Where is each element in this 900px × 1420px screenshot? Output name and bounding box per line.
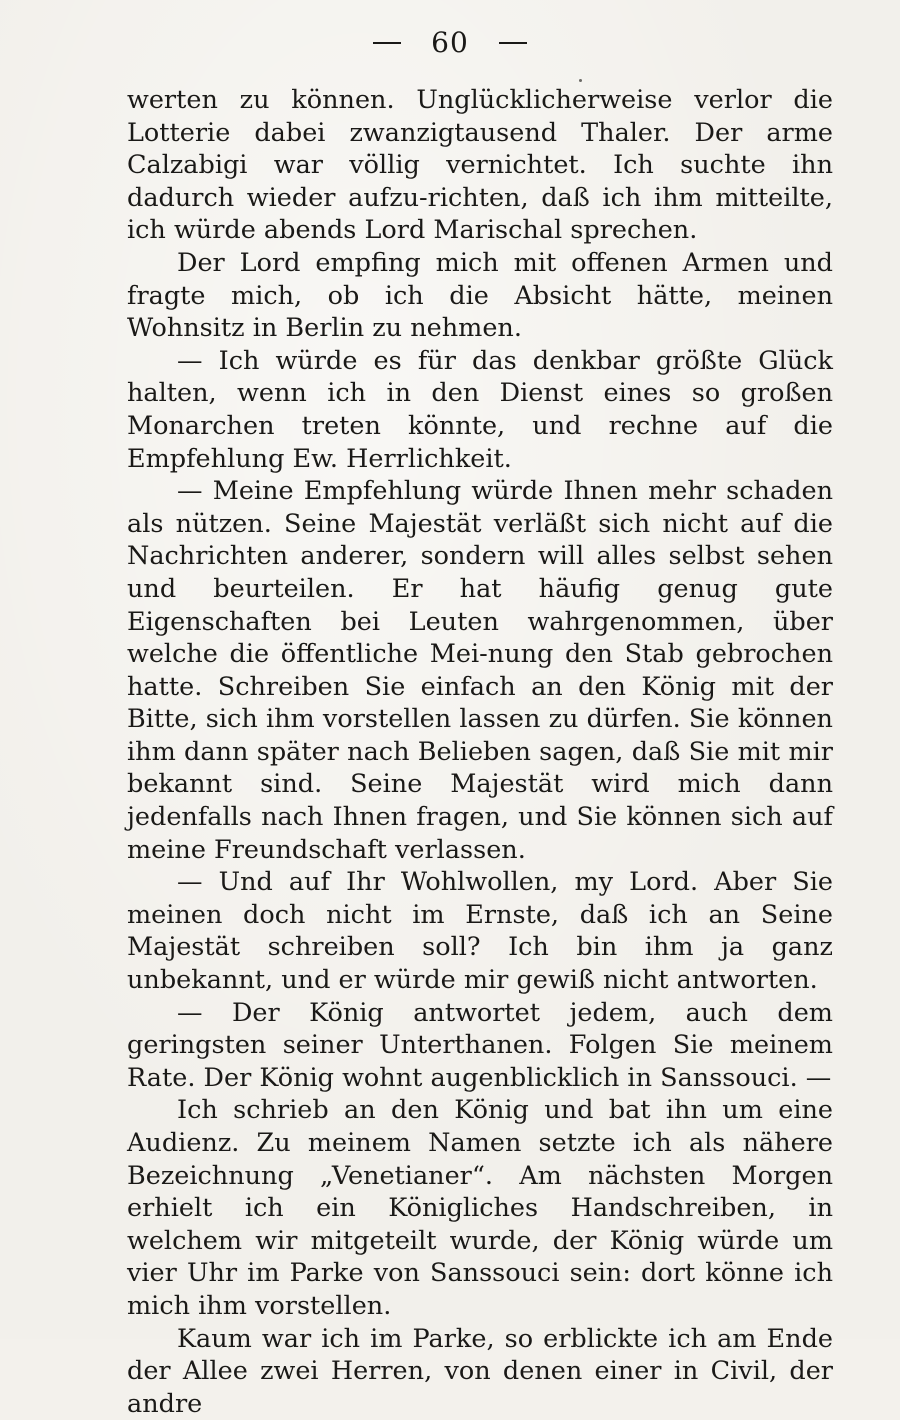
page-header <box>0 26 900 59</box>
speck <box>579 79 582 82</box>
paragraph-1: werten zu können. Unglücklicherweise verlor die Lotterie dabei zwanzigtausend Thaler. Der arme Calzabigi war völlig vernichtet. Ich suchte ihn dadurch wieder aufzu-richten, daß ich ihm mitteilte, ich würde abends Lord Marischal sprechen. <box>127 85 833 246</box>
paragraph-3: — Ich würde es für das denkbar größte Glück halten, wenn ich in den Dienst eines so großen Monarchen treten könnte, und rechne auf die Empfehlung Ew. Herrlichkeit. <box>127 345 833 474</box>
paragraph-4: — Meine Empfehlung würde Ihnen mehr schaden als nützen. Seine Majestät verläßt sich nicht auf die Nachrichten anderer, sondern will alles selbst sehen und beurteilen. Er hat häufig genug gute Eigenschaften bei Leuten wahrgenommen, über welche die öffentliche Mei-nung den Stab gebrochen hatte. Schreiben Sie einfach an den König mit der Bitte, sich ihm vorstellen lassen zu dürfen. Sie können ihm dann später nach Belieben sagen, daß Sie mit mir bekannt sind. Seine Majestät wird mich dann jedenfalls nach Ihnen fragen, und Sie können sich auf meine Freundschaft verlassen. <box>127 476 833 865</box>
paragraph-2: Der Lord empfing mich mit offenen Armen und fragte mich, ob ich die Absicht hätte, meinen Wohnsitz in Berlin zu nehmen. <box>127 247 833 344</box>
paragraph-7: Ich schrieb an den König und bat ihn um eine Audienz. Zu meinem Namen setzte ich als nähere Bezeichnung „Venetianer“. Am nächsten Morgen erhielt ich ein Königliches Handschreiben, in welchem wir mitgeteilt wurde, der König würde um vier Uhr im Parke von Sanssouci sein: dort könne ich mich ihm vorstellen. <box>127 1095 833 1321</box>
paragraph-6: — Der König antwortet jedem, auch dem geringsten seiner Unterthanen. Folgen Sie meinem Rate. Der König wohnt augenblicklich in Sanssouci. — <box>127 997 833 1093</box>
page-number: 60 <box>431 26 469 59</box>
body-text <box>127 84 833 1420</box>
paragraph-5: — Und auf Ihr Wohlwollen, my Lord. Aber Sie meinen doch nicht im Ernste, daß ich an Seine Majestät schreiben soll? Ich bin ihm ja ganz unbekannt, und er würde mir gewiß nicht antworten. <box>127 867 833 996</box>
paragraph-8: Kaum war ich im Parke, so erblickte ich am Ende der Allee zwei Herren, von denen einer in Civil, der andre <box>127 1323 833 1419</box>
right-dash <box>499 42 527 44</box>
left-dash <box>373 42 401 44</box>
